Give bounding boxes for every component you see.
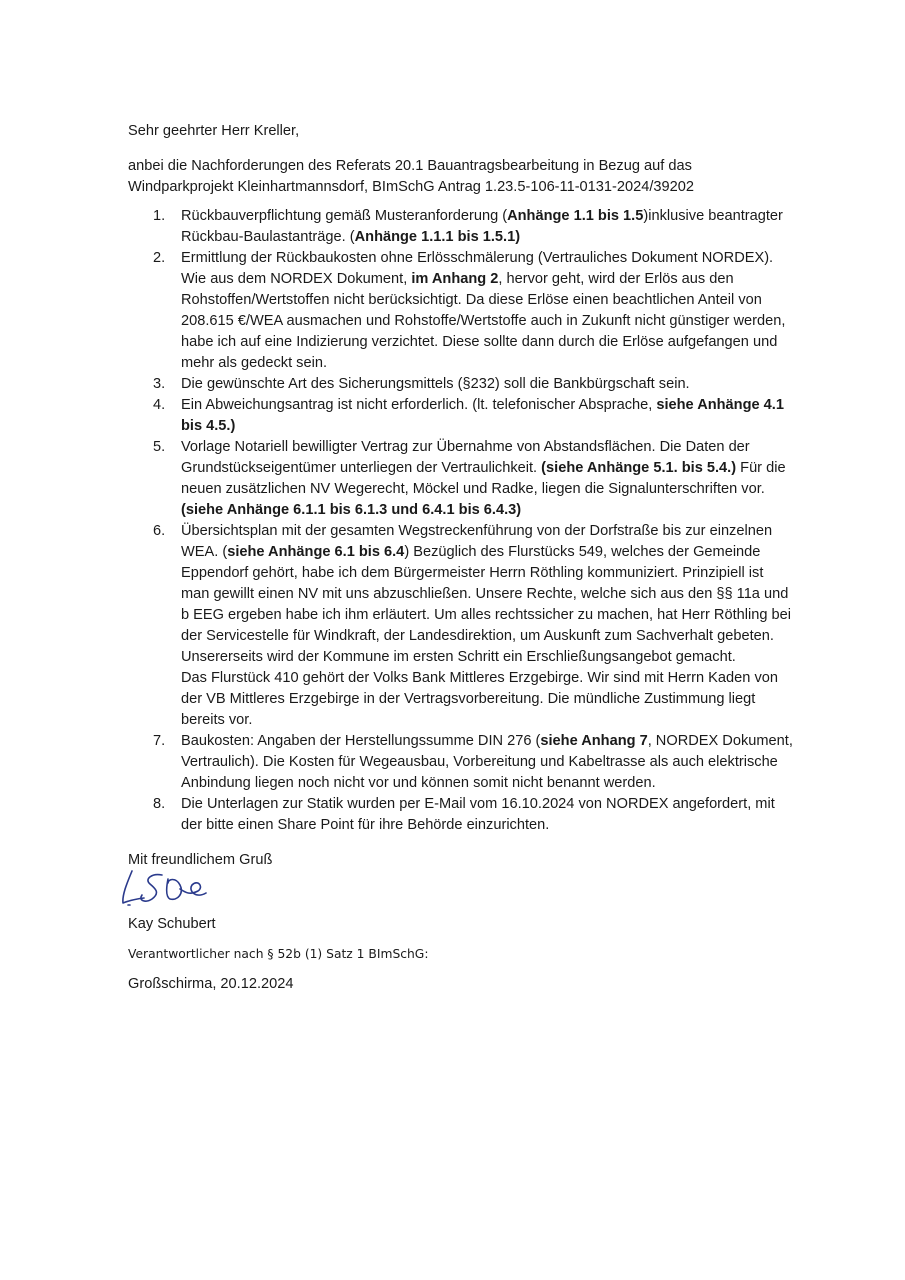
item-text: )inklusive beantragter Rückbau-Baulastanträge. ( <box>181 208 783 245</box>
list-item <box>128 395 793 437</box>
signer-role: Verantwortlicher nach § 52b (1) Satz 1 BImSchG: <box>128 947 429 961</box>
list-item-number: 2. <box>153 250 166 266</box>
list-item-number: 6. <box>153 523 166 539</box>
item-bold-ref: siehe Anhänge 6.1 bis 6.4 <box>227 544 405 560</box>
list-item <box>128 374 793 395</box>
list-item-number: 1. <box>153 208 166 224</box>
item-text: , NORDEX Dokument, Vertraulich). Die Kosten für Wegeausbau, Vorbereitung und Kabeltrasse als auch elektrische Anbindung liegen noch nicht vor und können somit nicht benannt werden. <box>181 733 793 791</box>
item-bold-ref: Anhänge 1.1 bis 1.5 <box>507 208 644 224</box>
closing: Mit freundlichem Gruß <box>128 852 273 868</box>
item-text: Die gewünschte Art des Sicherungsmittels (§232) soll die Bankbürgschaft sein. <box>181 376 690 392</box>
item-bold-ref: siehe Anhang 7 <box>540 733 648 749</box>
item-text: Ein Abweichungsantrag ist nicht erforderlich. (lt. telefonischer Absprache, <box>181 397 657 413</box>
list-item <box>128 206 793 248</box>
item-text: Vorlage Notariell bewilligter Vertrag zur Übernahme von Abstandsflächen. Die Daten der Grundstückseigentümer unterliegen der Vertraulichkeit. <box>181 439 750 476</box>
item-text: Übersichtsplan mit der gesamten Wegstreckenführung von der Dorfstraße bis zur einzelnen WEA. ( <box>181 523 773 560</box>
item-text: Die Unterlagen zur Statik wurden per E-Mail vom 16.10.2024 von NORDEX angefordert, mit der bitte einen Share Point für ihre Behörde einzurichten. <box>181 796 775 833</box>
item-bold-ref: (siehe Anhänge 5.1. bis 5.4.) <box>541 460 737 476</box>
signer-name: Kay Schubert <box>128 916 216 932</box>
place-date: Großschirma, 20.12.2024 <box>128 976 294 992</box>
intro-line-2: Windparkprojekt Kleinhartmannsdorf, BImSchG Antrag 1.23.5-106-11-0131-2024/39202 <box>128 179 694 195</box>
letter <box>128 121 793 995</box>
item-text: Rückbauverpflichtung gemäß Musteranforderung ( <box>181 208 508 224</box>
list-item-number: 8. <box>153 796 166 812</box>
item-text: ) <box>230 418 236 434</box>
list-item <box>128 794 793 836</box>
list-item <box>128 248 793 374</box>
requirements-list <box>128 206 793 836</box>
list-item-number: 4. <box>153 397 166 413</box>
item-text: Das Flurstück 410 gehört der Volks Bank Mittleres Erzgebirge. Wir sind mit Herrn Kaden von der VB Mittleres Erzgebirge in der Vertragsvorbereitung. Die mündliche Zustimmung liegt bereits vor. <box>181 670 778 728</box>
list-item <box>128 437 793 521</box>
signature-icon <box>118 865 238 911</box>
item-text: , hervor geht, wird der Erlös aus den Rohstoffen/Wertstoffen nicht berücksichtigt. Da diese Erlöse einen beachtlichen Anteil von 208.615 €/WEA ausmachen und Rohstoffe/Wertstoffe auch in Zukunft nicht günstiger werden, habe ich auf eine Indizierung verzichtet. Diese sollte dann durch die Erlöse aufgefangen und mehr als gedeckt sein. <box>181 271 786 371</box>
item-bold-ref: (siehe Anhänge 6.1.1 bis 6.1.3 und 6.4.1 bis 6.4.3) <box>181 502 522 518</box>
item-bold-ref: Anhänge 1.1.1 bis 1.5.1 <box>354 229 516 245</box>
list-item <box>128 731 793 794</box>
list-item-number: 7. <box>153 733 166 749</box>
item-bold-ref: siehe Anhänge 4.1 bis 4.5. <box>181 397 784 434</box>
item-text: Baukosten: Angaben der Herstellungssumme DIN 276 ( <box>181 733 541 749</box>
list-item-number: 3. <box>153 376 166 392</box>
list-item <box>128 521 793 731</box>
intro-line-1: anbei die Nachforderungen des Referats 20.1 Bauantragsbearbeitung in Bezug auf das <box>128 158 692 174</box>
intro-paragraph <box>128 156 793 198</box>
item-text: Ermittlung der Rückbaukosten ohne Erlösschmälerung (Vertrauliches Dokument NORDEX). Wie aus dem NORDEX Dokument, <box>181 250 774 287</box>
item-bold-ref: im Anhang 2 <box>411 271 499 287</box>
salutation: Sehr geehrter Herr Kreller, <box>128 123 300 139</box>
list-item-number: 5. <box>153 439 166 455</box>
item-text: ) Bezüglich des Flurstücks 549, welches der Gemeinde Eppendorf gehört, habe ich dem Bürgermeister Herrn Röthling kommuniziert. Prinzipiell ist man gewillt einen NV mit uns abzuschließen. Unsere Rechte, welche sich aus den §§ 11a und b EEG ergeben habe ich ihm erläutert. Um alles rechtssicher zu machen, hat Herr Röthling bei der Servicestelle für Windkraft, der Landesdirektion, um Auskunft zum Sachverhalt gebeten. Unsererseits wird der Kommune im ersten Schritt ein Erschließungsangebot gemacht. <box>181 544 791 665</box>
item-text: Für die neuen zusätzlichen NV Wegerecht, Möckel und Radke, liegen die Signalunterschriften vor. <box>181 460 786 497</box>
item-text: ) <box>515 229 521 245</box>
